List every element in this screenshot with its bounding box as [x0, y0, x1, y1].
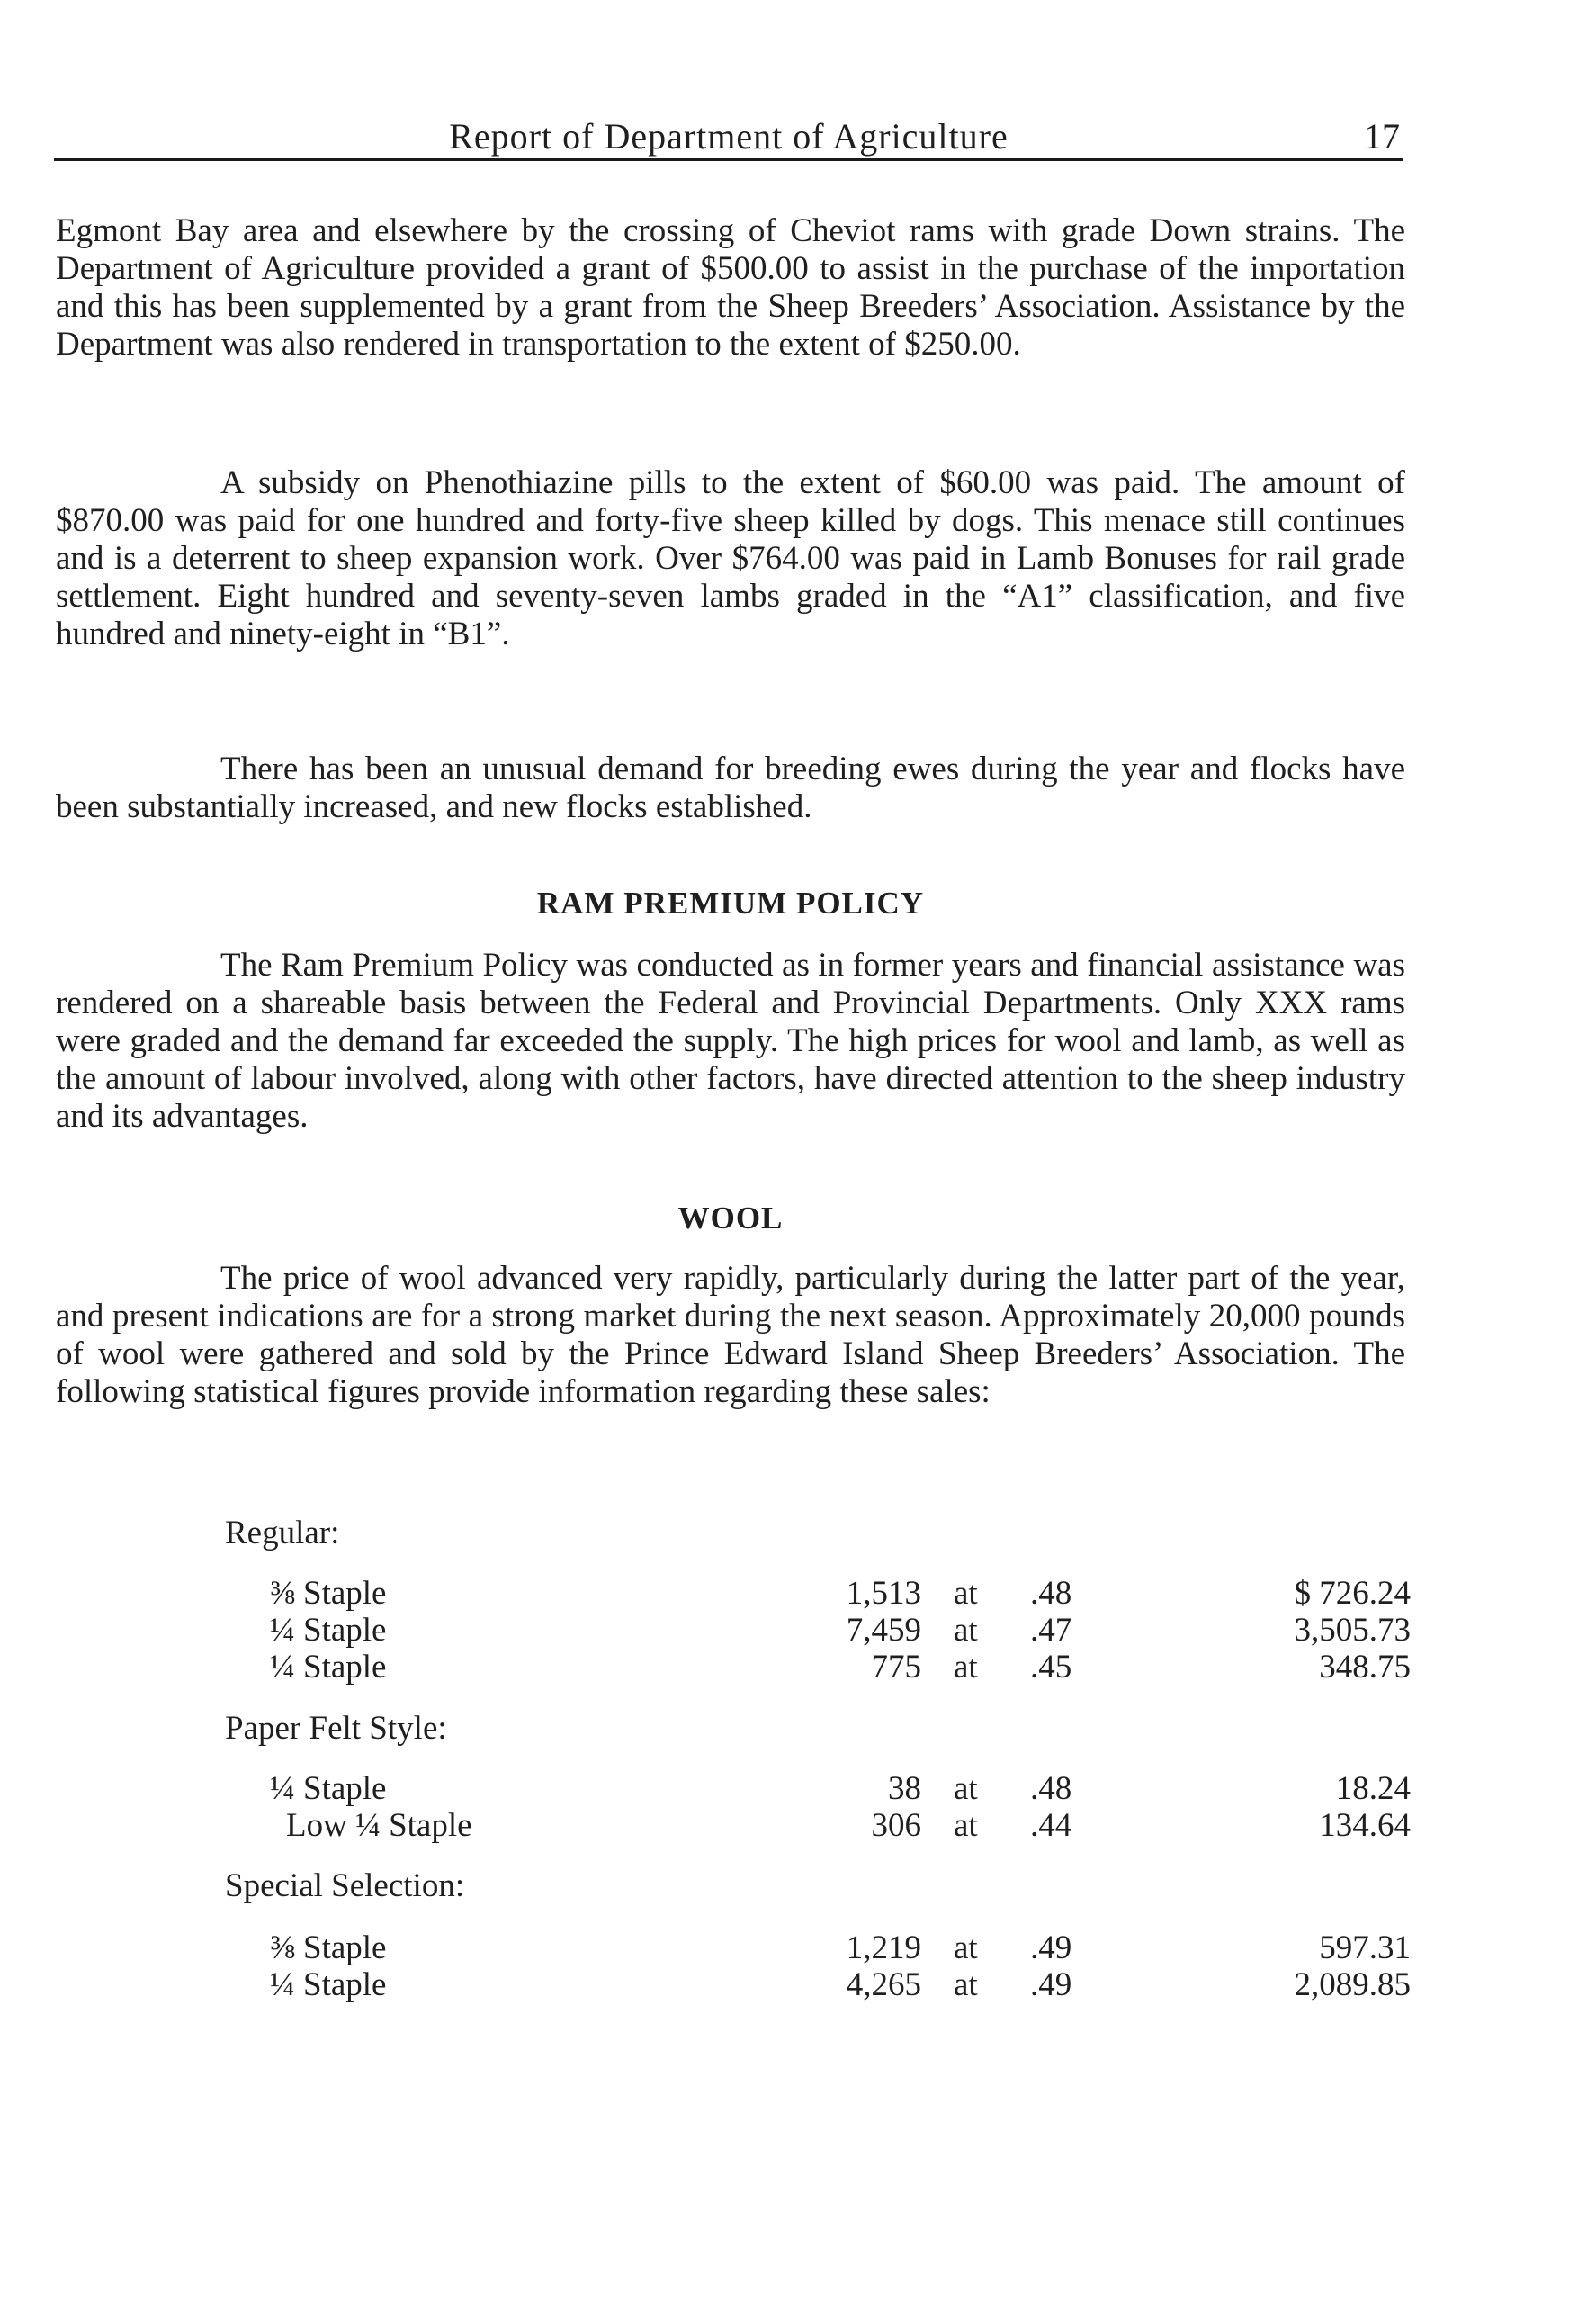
amount-cell: 597.31	[1319, 1929, 1411, 1966]
at-cell: at	[954, 1770, 978, 1807]
paragraph-egmont	[56, 212, 1405, 364]
at-cell: at	[954, 1966, 978, 2003]
grade-cell: ¼ Staple	[270, 1966, 387, 2003]
price-cell: .45	[1030, 1649, 1072, 1686]
amount-cell: 2,089.85	[1294, 1966, 1411, 2003]
pounds-cell: 1,219	[846, 1929, 921, 1966]
paragraph-subsidy	[56, 464, 1405, 653]
running-title: Report of Department of Agriculture	[449, 116, 1009, 157]
heading-ram-premium-policy: RAM PREMIUM POLICY	[536, 886, 925, 921]
grade-cell: ¼ Staple	[270, 1612, 387, 1649]
category-paper-felt-style: Paper Felt Style:	[225, 1710, 447, 1747]
category-special-selection: Special Selection:	[225, 1867, 465, 1904]
price-cell: .44	[1030, 1807, 1072, 1844]
at-cell: at	[954, 1612, 978, 1649]
grade-cell: ⅜ Staple	[270, 1929, 387, 1966]
price-cell: .49	[1030, 1929, 1072, 1966]
amount-cell: $ 726.24	[1294, 1575, 1411, 1612]
pounds-cell: 4,265	[846, 1966, 921, 2003]
grade-cell: ¼ Staple	[270, 1770, 387, 1807]
amount-cell: 3,505.73	[1294, 1612, 1411, 1649]
at-cell: at	[954, 1649, 978, 1686]
grade-cell: Low ¼ Staple	[286, 1807, 472, 1844]
paragraph-wool	[56, 1260, 1405, 1411]
at-cell: at	[954, 1929, 978, 1966]
paragraph-text: There has been an unusual demand for breeding ewes during the year and flocks have been substantially increased, and new flocks established.	[56, 751, 1405, 825]
pounds-cell: 38	[888, 1770, 921, 1807]
price-cell: .49	[1030, 1966, 1072, 2003]
page-header	[54, 115, 1403, 161]
paragraph-breeding-ewes	[56, 751, 1405, 826]
pounds-cell: 7,459	[846, 1612, 921, 1649]
paragraph-text: The Ram Premium Policy was conducted as in former years and financial assistance was rendered on a shareable basis between the Federal and Provincial Departments. Only XXX rams were graded and the demand far exceeded the supply. The high prices for wool and lamb, as well as the amount of labour involved, along with other factors, have directed attention to the sheep industry and its advantages.	[56, 947, 1405, 1135]
at-cell: at	[954, 1575, 978, 1612]
price-cell: .47	[1030, 1612, 1072, 1649]
grade-cell: ¼ Staple	[270, 1649, 387, 1686]
amount-cell: 348.75	[1319, 1649, 1411, 1686]
amount-cell: 134.64	[1319, 1807, 1411, 1844]
pounds-cell: 1,513	[846, 1575, 921, 1612]
page-number: 17	[1364, 116, 1400, 157]
category-regular: Regular:	[225, 1515, 340, 1551]
pounds-cell: 306	[871, 1807, 921, 1844]
paragraph-text: A subsidy on Phenothiazine pills to the extent of $60.00 was paid. The amount of $870.00 was paid for one hundred and forty-five sheep killed by dogs. This menace still continues and is a deterrent to sheep expansion work. Over $764.00 was paid in Lamb Bonuses for rail grade settlement. Eight hundred and seventy-seven lambs graded in the “A1” classification, and five hundred and ninety-eight in “B1”.	[56, 464, 1405, 652]
paragraph-text: The price of wool advanced very rapidly, particularly during the latter part of the year, and present indications are for a strong market during the next season. Approximately 20,000 pounds of wool were gathered and sold by the Prince Edward Island Sheep Breeders’ Association. The following statistical figures provide information regarding these sales:	[56, 1260, 1405, 1410]
pounds-cell: 775	[871, 1649, 921, 1686]
heading-wool: WOOL	[677, 1200, 784, 1236]
paragraph-ram-premium	[56, 947, 1405, 1136]
grade-cell: ⅜ Staple	[270, 1575, 387, 1612]
paragraph-text: Egmont Bay area and elsewhere by the crossing of Cheviot rams with grade Down strains. The Department of Agriculture provided a grant of $500.00 to assist in the purchase of the importation and this has been supplemented by a grant from the Sheep Breeders’ Association. Assistance by the Department was also rendered in transportation to the extent of $250.00.	[56, 212, 1405, 363]
at-cell: at	[954, 1807, 978, 1844]
price-cell: .48	[1030, 1770, 1072, 1807]
amount-cell: 18.24	[1335, 1770, 1411, 1807]
price-cell: .48	[1030, 1575, 1072, 1612]
